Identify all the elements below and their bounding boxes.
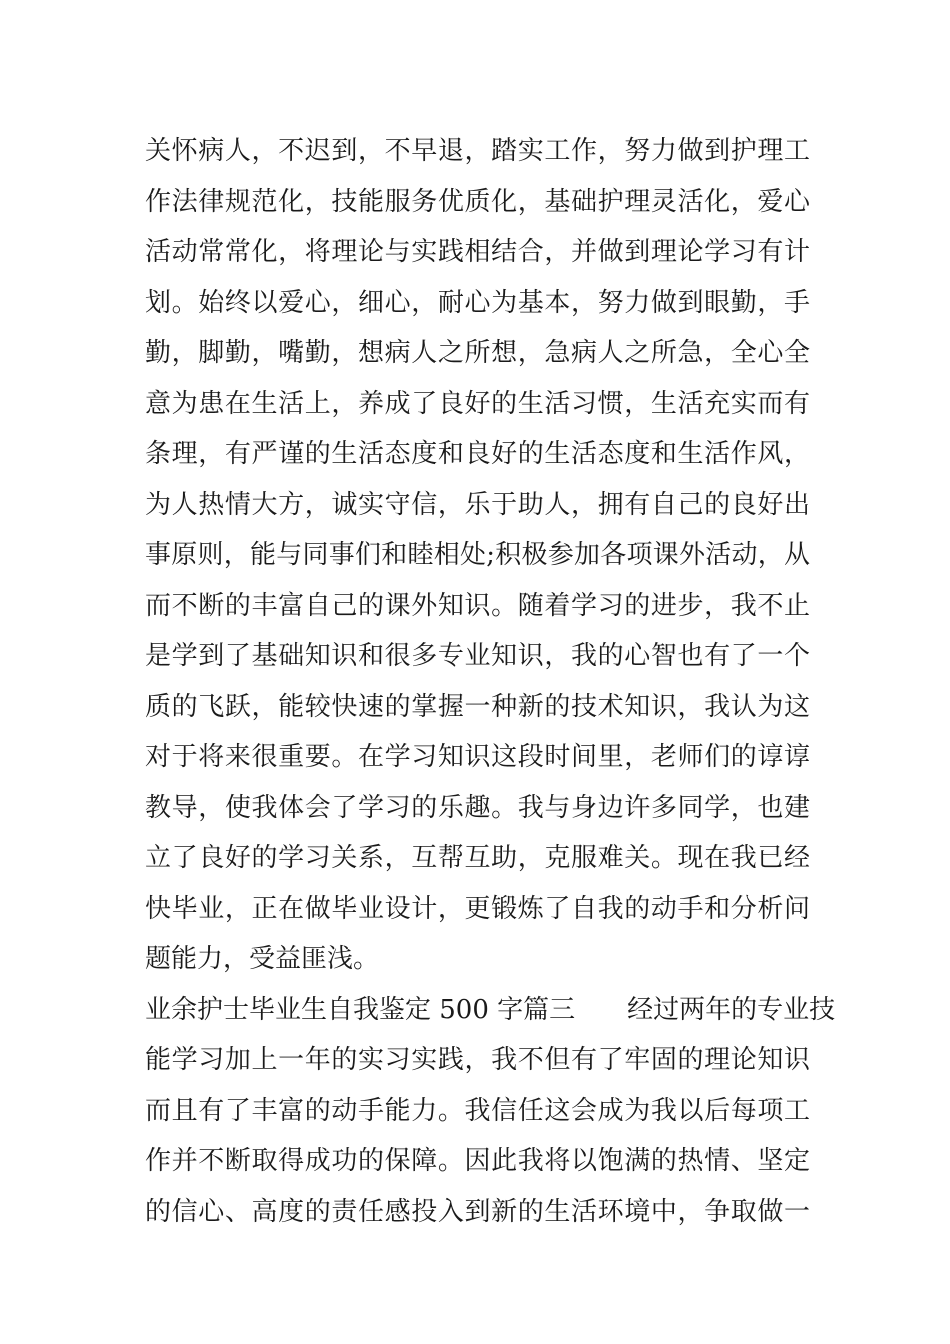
text-line: 而不断的丰富自己的课外知识。随着学习的进步，我不止 xyxy=(145,590,810,621)
text-line: 划。始终以爱心，细心，耐心为基本，努力做到眼勤，手 xyxy=(145,287,810,318)
text-line: 是学到了基础知识和很多专业知识，我的心智也有了一个 xyxy=(145,641,810,671)
text-line: 质的飞跃，能较快速的掌握一种新的技术知识，我认为这 xyxy=(145,691,810,722)
section-heading-line xyxy=(145,985,836,1036)
paragraph-1 xyxy=(145,126,810,985)
text-line: 快毕业，正在做毕业设计，更锻炼了自我的动手和分析问 xyxy=(145,893,810,924)
text-line: 的信心、高度的责任感投入到新的生活环境中，争取做一 xyxy=(145,1196,810,1227)
text-line: 对于将来很重要。在学习知识这段时间里，老师们的谆谆 xyxy=(145,742,810,772)
paragraph-2 xyxy=(145,1035,810,1237)
text-line: 为人热情大方，诚实守信，乐于助人，拥有自己的良好出 xyxy=(145,489,810,520)
section-heading: 业余护士毕业生自我鉴定 500 字篇三 xyxy=(145,994,576,1025)
text-line: 立了良好的学习关系，互帮互助，克服难关。现在我已经 xyxy=(145,843,810,873)
text-line: 教导，使我体会了学习的乐趣。我与身边许多同学，也建 xyxy=(145,792,810,823)
text-line: 事原则，能与同事们和睦相处;积极参加各项课外活动，从 xyxy=(145,540,810,570)
document-body xyxy=(145,126,836,1237)
text-line: 作并不断取得成功的保障。因此我将以饱满的热情、坚定 xyxy=(145,1146,810,1176)
text-line: 作法律规范化，技能服务优质化，基础护理灵活化，爱心 xyxy=(145,186,810,217)
text-line: 条理，有严谨的生活态度和良好的生活态度和生活作风， xyxy=(145,439,810,469)
text-line: 意为患在生活上，养成了良好的生活习惯，生活充实而有 xyxy=(145,388,810,419)
text-line: 勤，脚勤，嘴勤，想病人之所想，急病人之所急，全心全 xyxy=(145,338,810,368)
section-first-line: 经过两年的专业技 xyxy=(627,994,836,1025)
text-line: 能学习加上一年的实习实践，我不但有了牢固的理论知识 xyxy=(145,1045,810,1075)
text-line: 活动常常化，将理论与实践相结合，并做到理论学习有计 xyxy=(145,237,810,267)
text-line: 关怀病人，不迟到，不早退，踏实工作，努力做到护理工 xyxy=(145,136,810,166)
text-line: 题能力，受益匪浅。 xyxy=(145,944,380,974)
text-line: 而且有了丰富的动手能力。我信任这会成为我以后每项工 xyxy=(145,1095,810,1126)
